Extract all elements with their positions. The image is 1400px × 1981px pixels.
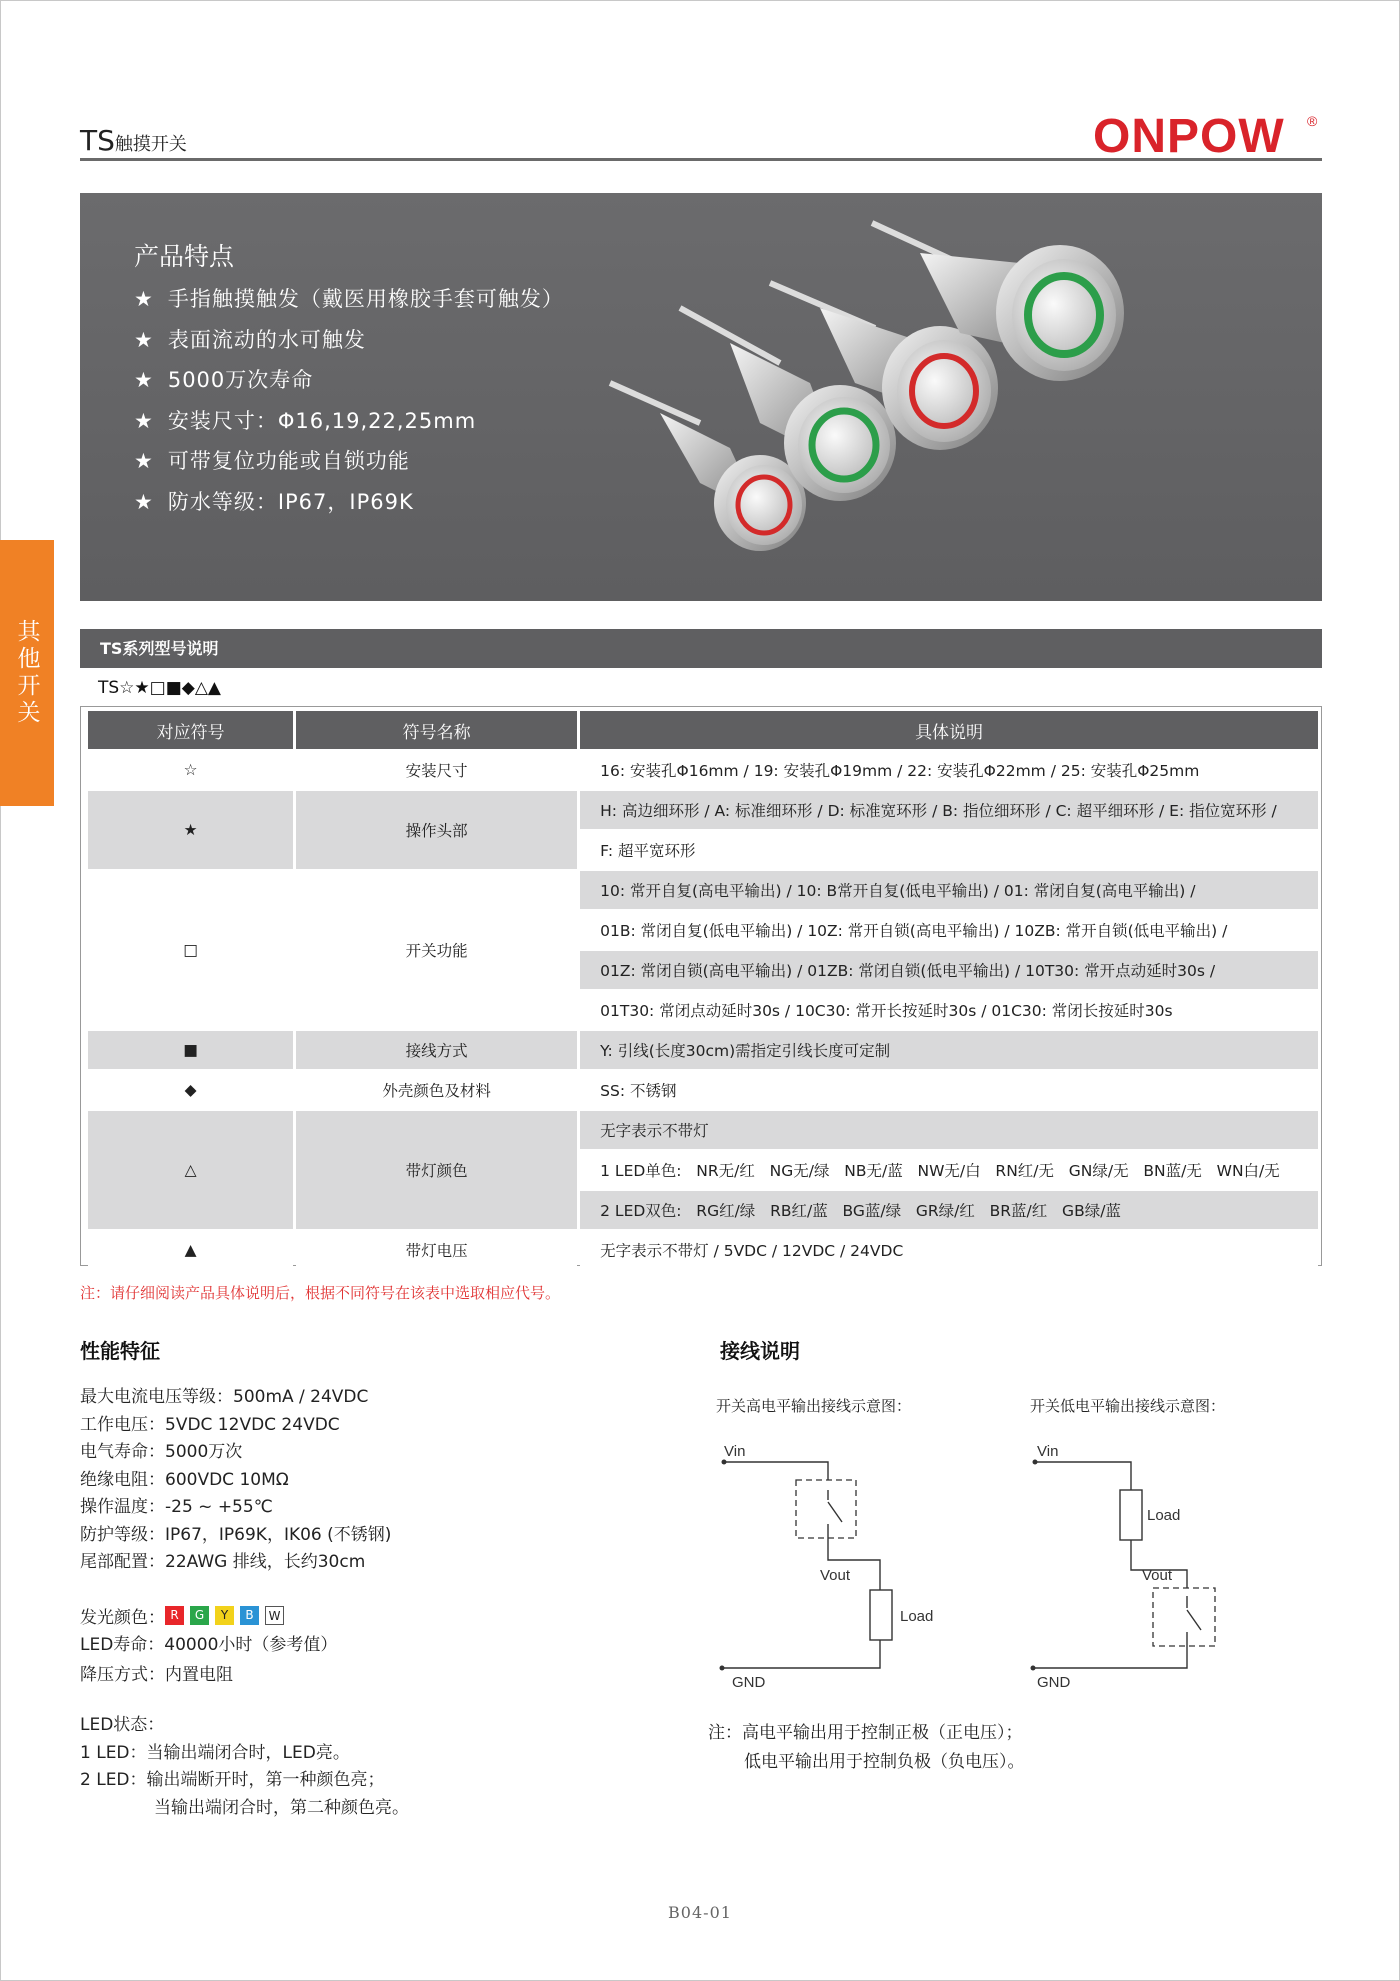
label-load: Load bbox=[1147, 1507, 1181, 1524]
title-main: TS bbox=[80, 124, 115, 157]
label-load: Load bbox=[900, 1608, 934, 1625]
star-icon: ★ bbox=[134, 368, 154, 392]
model-spec-table bbox=[85, 709, 1321, 1271]
model-section-bar: TS系列型号说明 bbox=[80, 629, 1322, 668]
row-symbol: □ bbox=[88, 871, 293, 1029]
led-colors-label: 发光颜色： bbox=[80, 1608, 165, 1628]
row-desc: 2 LED双色: RG红/绿 RB红/蓝 BG蓝/绿 GR绿/红 BR蓝/红 GB绿/蓝 bbox=[580, 1191, 1318, 1229]
color-box-blue: B bbox=[240, 1606, 259, 1625]
label-gnd: GND bbox=[1037, 1674, 1071, 1691]
onpow-logo bbox=[1093, 106, 1325, 162]
row-desc: SS: 不锈钢 bbox=[580, 1071, 1318, 1109]
feature-item: ★ 安装尺寸：Φ16,19,22,25mm bbox=[134, 408, 477, 433]
row-symbol: ◆ bbox=[88, 1071, 293, 1109]
row-desc: Y: 引线(长度30cm)需指定引线长度可定制 bbox=[580, 1031, 1318, 1069]
row-desc: 1 LED单色: NR无/红 NG无/绿 NB无/蓝 NW无/白 RN红/无 GN绿/无 BN蓝/无 WN白/无 bbox=[580, 1151, 1318, 1189]
feature-item: ★ 表面流动的水可触发 bbox=[134, 327, 366, 352]
spec-item: 防护等级：IP67，IP69K，IK06 (不锈钢) bbox=[80, 1524, 392, 1545]
spec-item: 最大电流电压等级：500mA / 24VDC bbox=[80, 1387, 369, 1407]
feature-item: ★ 5000万次寿命 bbox=[134, 368, 314, 392]
star-icon: ★ bbox=[134, 327, 154, 352]
page-number: B04-01 bbox=[668, 1903, 732, 1922]
table-row bbox=[88, 871, 1318, 909]
table-row bbox=[88, 1071, 1318, 1109]
led-state-list bbox=[80, 1712, 409, 1822]
table-row bbox=[88, 791, 1318, 829]
color-box-red: R bbox=[165, 1606, 184, 1625]
row-name: 开关功能 bbox=[296, 871, 577, 1029]
row-name: 操作头部 bbox=[296, 791, 577, 869]
label-vout: Vout bbox=[820, 1567, 851, 1584]
table-header-row bbox=[88, 711, 1318, 749]
color-box-white: W bbox=[265, 1606, 284, 1625]
table-note: 注：请仔细阅读产品具体说明后，根据不同符号在该表中选取相应代号。 bbox=[80, 1284, 561, 1302]
led-state-item: LED状态： bbox=[80, 1715, 165, 1735]
row-desc: H: 高边细环形 / A: 标准细环形 / D: 标准宽环形 / B: 指位细环形 / C: 超平细环形 / E: 指位宽环形 / bbox=[580, 791, 1318, 829]
row-symbol: ▲ bbox=[88, 1231, 293, 1269]
spec-item: LED寿命：40000小时（参考值） bbox=[80, 1635, 338, 1655]
label-vout: Vout bbox=[1142, 1567, 1173, 1584]
row-desc: 01B: 常闭自复(低电平输出) / 10Z: 常开自锁(高电平输出) / 10ZB: 常开自锁(低电平输出) / bbox=[580, 911, 1318, 949]
high-output-diagram bbox=[710, 1430, 934, 1700]
feature-item: ★ 防水等级：IP67，IP69K bbox=[134, 489, 414, 514]
column-header-name: 符号名称 bbox=[296, 711, 577, 749]
led-colors-row bbox=[80, 1603, 290, 1628]
star-icon: ★ bbox=[134, 489, 154, 514]
feature-item: ★ 可带复位功能或自锁功能 bbox=[134, 449, 410, 473]
model-code: TS☆★□■◆△▲ bbox=[98, 678, 222, 698]
row-desc: 16: 安装孔Φ16mm / 19: 安装孔Φ19mm / 22: 安装孔Φ22mm / 25: 安装孔Φ25mm bbox=[580, 751, 1318, 789]
row-name: 带灯电压 bbox=[296, 1231, 577, 1269]
logo-text: ONPOW bbox=[1093, 110, 1285, 163]
row-symbol: ☆ bbox=[88, 751, 293, 789]
column-header-desc: 具体说明 bbox=[580, 711, 1318, 749]
row-desc: 无字表示不带灯 / 5VDC / 12VDC / 24VDC bbox=[580, 1231, 1318, 1269]
led-state-item: 当输出端闭合时，第二种颜色亮。 bbox=[154, 1797, 409, 1818]
high-output-caption: 开关高电平输出接线示意图： bbox=[716, 1397, 912, 1415]
performance-title: 性能特征 bbox=[80, 1339, 160, 1363]
column-header-symbol: 对应符号 bbox=[88, 711, 293, 749]
spec-item: 工作电压：5VDC 12VDC 24VDC bbox=[80, 1414, 340, 1435]
row-symbol: ★ bbox=[88, 791, 293, 869]
spec-item: 电气寿命：5000万次 bbox=[80, 1442, 243, 1462]
star-icon: ★ bbox=[134, 408, 154, 433]
title-sub: 触摸开关 bbox=[114, 134, 187, 155]
switch-box bbox=[796, 1480, 856, 1538]
spec-item: 降压方式：内置电阻 bbox=[80, 1665, 233, 1685]
color-box-yellow: Y bbox=[215, 1606, 234, 1625]
row-desc: 01T30: 常闭点动延时30s / 10C30: 常开长按延时30s / 01C30: 常闭长按延时30s bbox=[580, 991, 1318, 1029]
wiring-title: 接线说明 bbox=[720, 1339, 800, 1363]
star-icon: ★ bbox=[134, 287, 154, 311]
feature-item: ★ 手指触摸触发（戴医用橡胶手套可触发） bbox=[134, 287, 564, 311]
row-desc: 无字表示不带灯 bbox=[580, 1111, 1318, 1149]
load-resistor bbox=[870, 1590, 892, 1640]
row-symbol: △ bbox=[88, 1111, 293, 1229]
row-desc: F: 超平宽环形 bbox=[580, 831, 1318, 869]
features-list bbox=[134, 279, 564, 522]
performance-specs-2 bbox=[80, 1630, 337, 1690]
spec-item: 尾部配置：22AWG 排线，长约30cm bbox=[80, 1552, 366, 1572]
touch-switch-product-image bbox=[640, 213, 1240, 593]
table-row bbox=[88, 1231, 1318, 1269]
page-title bbox=[80, 124, 187, 157]
led-state-item: 1 LED：当输出端闭合时，LED亮。 bbox=[80, 1742, 350, 1763]
load-resistor bbox=[1120, 1490, 1142, 1540]
row-desc: 10: 常开自复(高电平输出) / 10: B常开自复(低电平输出) / 01: 常闭自复(高电平输出) / bbox=[580, 871, 1318, 909]
table-row bbox=[88, 1111, 1318, 1149]
spec-item: 绝缘电阻：600VDC 10MΩ bbox=[80, 1469, 289, 1490]
spec-item: 操作温度：-25 ~ +55℃ bbox=[80, 1497, 273, 1517]
label-gnd: GND bbox=[732, 1674, 766, 1691]
performance-specs bbox=[80, 1384, 391, 1577]
wiring-note-line: 低电平输出用于控制负极（负电压）。 bbox=[744, 1752, 1025, 1772]
row-symbol: ■ bbox=[88, 1031, 293, 1069]
row-name: 接线方式 bbox=[296, 1031, 577, 1069]
table-row bbox=[88, 1031, 1318, 1069]
row-name: 外壳颜色及材料 bbox=[296, 1071, 577, 1109]
features-heading: 产品特点 bbox=[134, 242, 235, 271]
wiring-note-line: 注：高电平输出用于控制正极（正电压）； bbox=[708, 1723, 1023, 1743]
row-name: 安装尺寸 bbox=[296, 751, 577, 789]
label-vin: Vin bbox=[724, 1443, 746, 1460]
features-banner bbox=[80, 193, 1322, 601]
wiring-note bbox=[708, 1719, 1025, 1777]
row-desc: 01Z: 常闭自锁(高电平输出) / 01ZB: 常闭自锁(低电平输出) / 10T30: 常开点动延时30s / bbox=[580, 951, 1318, 989]
row-name: 带灯颜色 bbox=[296, 1111, 577, 1229]
switch-box bbox=[1153, 1588, 1215, 1646]
led-state-item: 2 LED：输出端断开时，第一种颜色亮； bbox=[80, 1770, 385, 1790]
side-category-tab: 其他开关 bbox=[0, 540, 54, 806]
low-output-diagram bbox=[1025, 1430, 1245, 1700]
model-table-frame bbox=[80, 706, 1322, 1266]
label-vin: Vin bbox=[1037, 1443, 1059, 1460]
logo-mark: ® bbox=[1307, 113, 1318, 129]
star-icon: ★ bbox=[134, 449, 154, 473]
color-box-green: G bbox=[190, 1606, 209, 1625]
low-output-caption: 开关低电平输出接线示意图： bbox=[1030, 1397, 1226, 1415]
table-row bbox=[88, 751, 1318, 789]
